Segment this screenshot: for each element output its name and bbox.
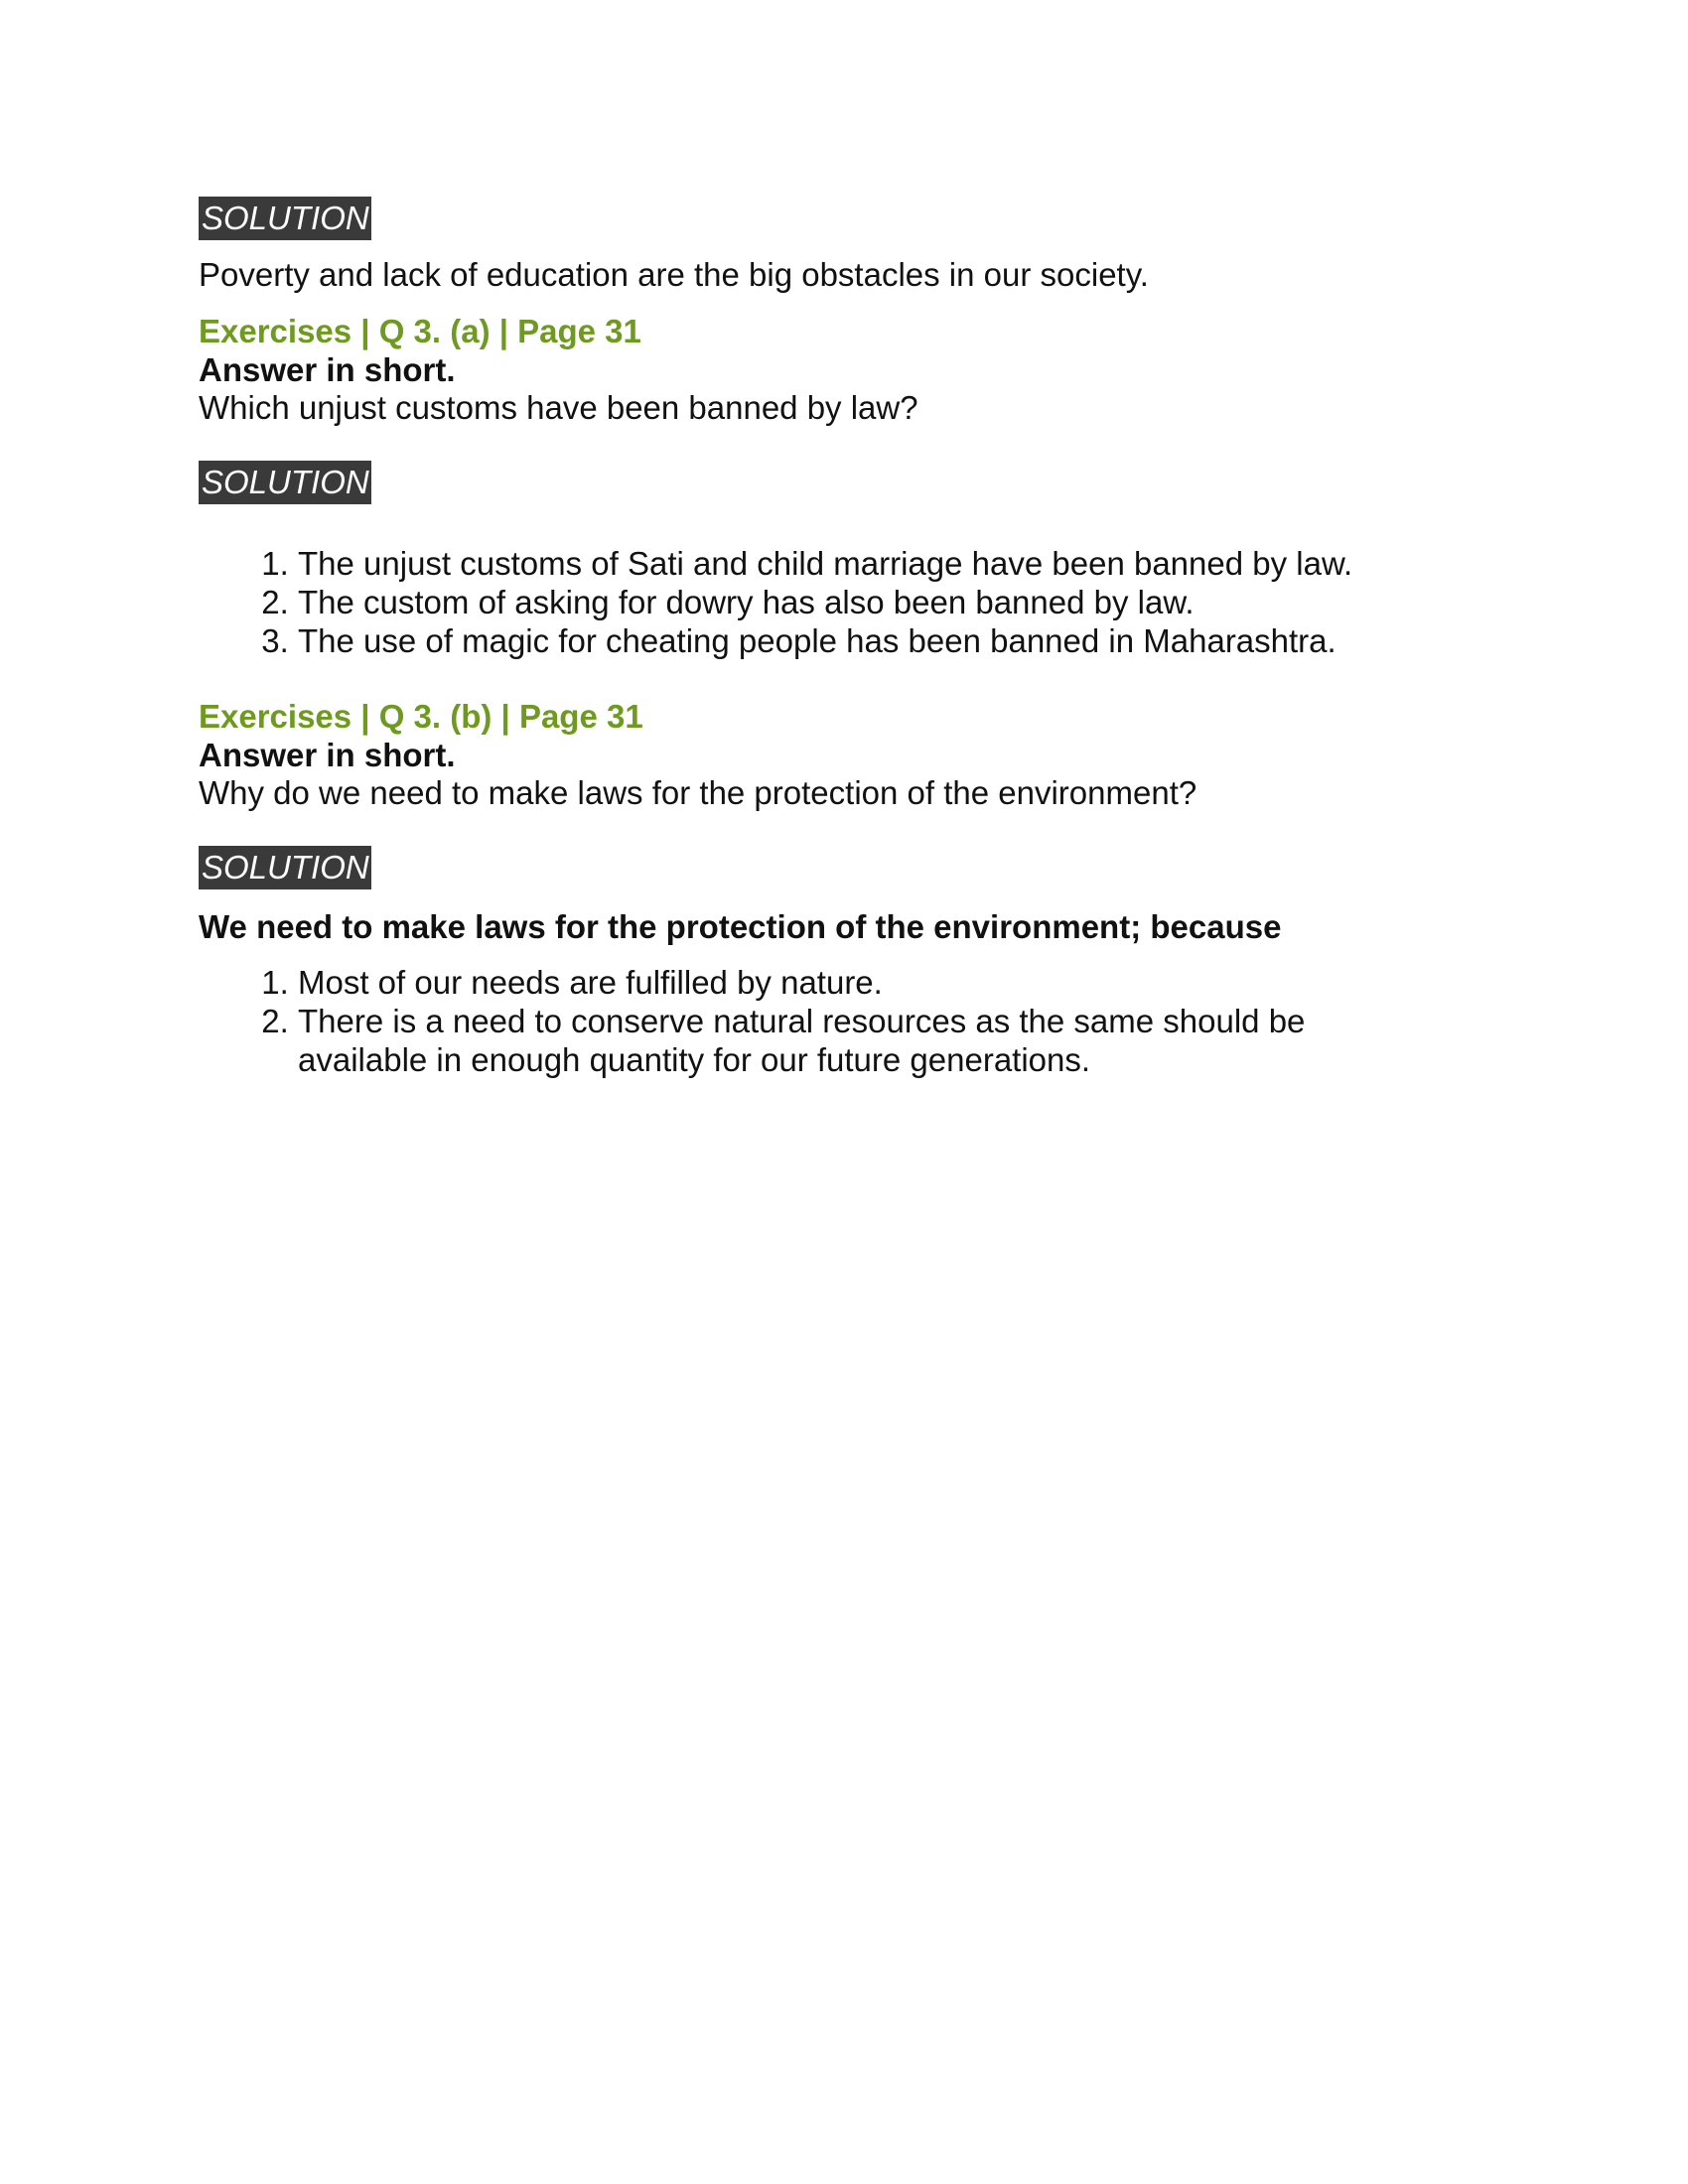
- document-page: [199, 197, 1489, 1079]
- solution-label: SOLUTION: [199, 846, 371, 889]
- question-text: Which unjust customs have been banned by law?: [199, 389, 918, 426]
- list-item: 3. The use of magic for cheating people has been banned in Maharashtra.: [298, 621, 1489, 660]
- answer-text: Poverty and lack of education are the big obstacles in our society.: [199, 256, 1149, 293]
- list-item: 1. Most of our needs are fulfilled by nature.: [298, 963, 1489, 1002]
- solution-intro: We need to make laws for the protection of the environment; because: [199, 908, 1282, 945]
- list-item: 2. There is a need to conserve natural resources as the same should be available in enough quantity for our future generations.: [298, 1002, 1390, 1079]
- list-item: 1. The unjust customs of Sati and child marriage have been banned by law.: [298, 544, 1489, 583]
- exercise-heading: Exercises | Q 3. (a) | Page 31: [199, 313, 641, 349]
- answer-list: [199, 963, 1489, 1079]
- answer-instruction: Answer in short.: [199, 737, 456, 773]
- answer-instruction: Answer in short.: [199, 351, 456, 388]
- solution-badge: [199, 461, 1489, 504]
- answer-list: [199, 544, 1489, 660]
- question-text: Why do we need to make laws for the protection of the environment?: [199, 774, 1197, 811]
- solution-badge: [199, 197, 1489, 240]
- solution-badge: [199, 846, 1489, 889]
- solution-label: SOLUTION: [199, 197, 371, 240]
- list-item: 2. The custom of asking for dowry has also been banned by law.: [298, 583, 1489, 621]
- exercise-heading: Exercises | Q 3. (b) | Page 31: [199, 698, 643, 735]
- solution-label: SOLUTION: [199, 461, 371, 504]
